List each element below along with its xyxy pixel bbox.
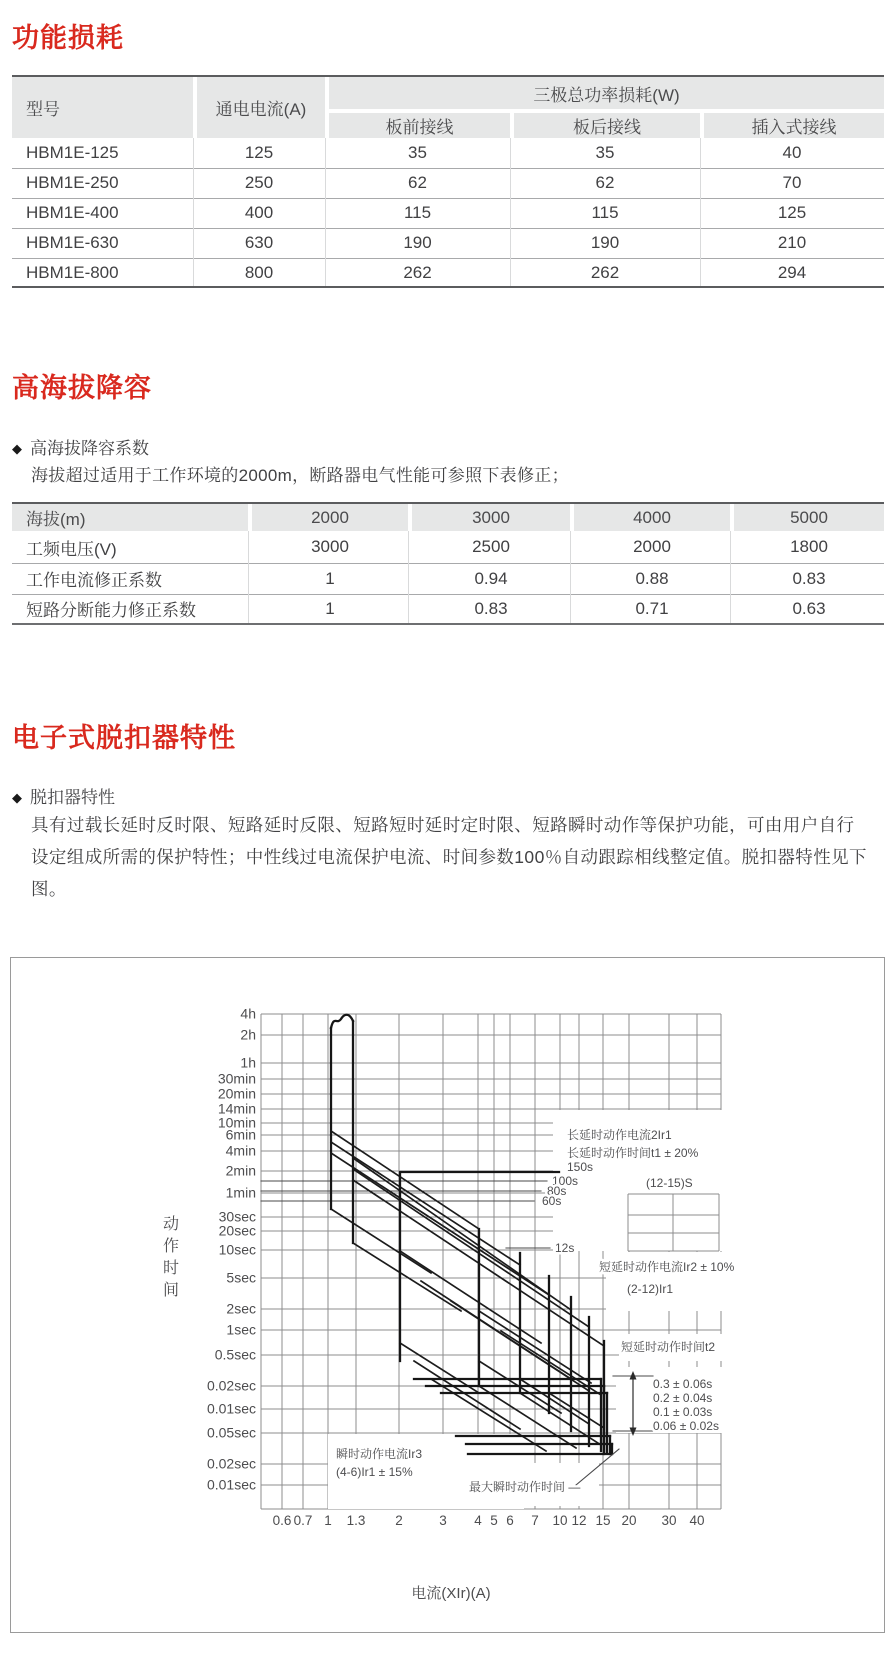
header-sub: 板前接线 bbox=[329, 113, 510, 138]
trip-unit-bullet-label: 脱扣器特性 bbox=[30, 788, 115, 807]
x-tick-label: 12 bbox=[571, 1513, 587, 1528]
table-row-cell: 0.63 bbox=[792, 598, 826, 618]
chart-annotation: (2-12)Ir1 bbox=[627, 1282, 674, 1296]
table-row-cell: 35 bbox=[408, 143, 427, 162]
chart-annotation: 长延时动作时间t1 ± 20% bbox=[567, 1146, 699, 1160]
header-power-loss-group: 三极总功率损耗(W) bbox=[329, 77, 884, 109]
x-axis-title: 电流(XIr)(A) bbox=[411, 1585, 491, 1602]
table-row-cell: 0.88 bbox=[635, 568, 669, 588]
table-row-cell: HBM1E-250 bbox=[26, 173, 119, 192]
y-tick-label: 0.01sec bbox=[206, 1400, 256, 1417]
table-row-cell: 2500 bbox=[472, 537, 510, 556]
table-row-cell: 190 bbox=[590, 233, 620, 252]
table-row-cell: 62 bbox=[408, 173, 427, 192]
column-divider bbox=[408, 531, 409, 625]
header-sub: 板后接线 bbox=[514, 113, 700, 138]
altitude-derating-table bbox=[12, 502, 884, 625]
y-tick-label: 0.01sec bbox=[206, 1476, 256, 1493]
table-row-cell: HBM1E-630 bbox=[26, 233, 119, 252]
y-tick-label: 1min bbox=[225, 1184, 256, 1201]
x-tick-label: 15 bbox=[595, 1513, 611, 1528]
table-row-cell: 0.94 bbox=[474, 568, 508, 588]
y-tick-label: 1sec bbox=[226, 1321, 256, 1338]
table-row-cell: 短路分断能力修正系数 bbox=[26, 601, 196, 620]
x-tick-label: 40 bbox=[689, 1513, 705, 1528]
y-tick-label: 0.02sec bbox=[206, 1455, 256, 1472]
y-tick-label: 30sec bbox=[218, 1208, 256, 1225]
chart-annotation: 100s bbox=[552, 1174, 579, 1188]
column-divider bbox=[248, 531, 249, 625]
x-tick-label: 10 bbox=[552, 1513, 568, 1528]
y-tick-label: 20sec bbox=[218, 1222, 256, 1239]
x-tick-label: 1.3 bbox=[346, 1513, 366, 1528]
table-row-cell: 0.83 bbox=[792, 568, 826, 588]
header-current: 通电电流(A) bbox=[197, 77, 325, 138]
header-cell: 3000 bbox=[412, 504, 570, 531]
table-row-cell: 262 bbox=[590, 263, 620, 282]
chart-annotation: (12-15)S bbox=[646, 1176, 693, 1190]
table-row-cell: 800 bbox=[244, 263, 274, 282]
x-tick-label: 3 bbox=[439, 1513, 447, 1528]
column-divider bbox=[700, 138, 701, 288]
chart-annotation: 80s bbox=[547, 1184, 567, 1198]
table-row-cell: 3000 bbox=[311, 537, 349, 556]
trip-curve bbox=[331, 1015, 353, 1028]
table-row-cell: 294 bbox=[777, 263, 807, 282]
y-tick-label: 5sec bbox=[226, 1269, 256, 1286]
y-tick-label: 30min bbox=[217, 1070, 256, 1087]
header-cell: 海拔(m) bbox=[12, 504, 248, 531]
column-divider bbox=[510, 138, 511, 288]
x-tick-label: 20 bbox=[621, 1513, 637, 1528]
table-row-cell: 0.83 bbox=[474, 598, 508, 618]
table-bottom-border bbox=[12, 623, 884, 625]
x-tick-label: 0.7 bbox=[293, 1513, 313, 1528]
chart-annotation: 0.2 ± 0.04s bbox=[653, 1391, 713, 1405]
y-tick-label: 6min bbox=[225, 1126, 256, 1143]
section-title-power-loss: 功能损耗 bbox=[12, 23, 124, 53]
chart-annotation: 0.1 ± 0.03s bbox=[653, 1405, 713, 1419]
chart-annotation: 0.06 ± 0.02s bbox=[653, 1419, 719, 1433]
table-row-cell: 35 bbox=[595, 143, 615, 162]
table-row-cell: 1 bbox=[325, 598, 335, 618]
chart-annotation: 短延时动作时间t2 bbox=[621, 1340, 716, 1354]
trip-curve-chart bbox=[11, 958, 884, 1632]
x-tick-label: 30 bbox=[661, 1513, 677, 1528]
table-row-cell: 40 bbox=[782, 143, 802, 162]
table-row-cell: 1800 bbox=[790, 537, 828, 556]
table-row-cell: 630 bbox=[244, 233, 274, 252]
y-tick-label: 1h bbox=[240, 1054, 256, 1071]
table-row-cell: 125 bbox=[777, 203, 807, 222]
column-divider bbox=[193, 138, 194, 288]
y-tick-label: 4h bbox=[240, 1005, 256, 1022]
table-row-cell: 190 bbox=[403, 233, 432, 252]
x-tick-label: 1 bbox=[324, 1513, 332, 1528]
table-row-cell: 工频电压(V) bbox=[26, 539, 117, 559]
trip-unit-paragraph: 具有过载长延时反时限、短路延时反限、短路短时延时定时限、短路瞬时动作等保护功能，可由用户自行设定组成所需的保护特性；中性线过电流保护电流、时间参数100％自动跟踪相线整定值。脱扣器特性见下图。 bbox=[31, 815, 867, 899]
x-tick-label: 5 bbox=[490, 1513, 498, 1528]
table-row-cell: 262 bbox=[403, 263, 432, 282]
y-tick-label: 14min bbox=[217, 1100, 256, 1117]
chart-annotation: 60s bbox=[542, 1194, 562, 1208]
header-cell: 5000 bbox=[734, 504, 884, 531]
diamond-bullet-icon: ◆ bbox=[12, 790, 22, 805]
y-tick-label: 2h bbox=[240, 1026, 256, 1043]
trip-curve-chart-frame bbox=[10, 957, 885, 1633]
chart-annotation: (4-6)Ir1 ± 15% bbox=[336, 1465, 413, 1479]
column-divider bbox=[570, 531, 571, 625]
x-tick-label: 7 bbox=[531, 1513, 539, 1528]
table-row-cell: 125 bbox=[244, 143, 274, 162]
y-tick-label: 2min bbox=[225, 1162, 256, 1179]
table-row-cell: HBM1E-400 bbox=[26, 203, 119, 222]
table-row-cell: 115 bbox=[591, 203, 619, 222]
trip-curve-diagonal bbox=[331, 1209, 431, 1273]
x-tick-label: 6 bbox=[506, 1513, 514, 1528]
chart-annotation: 150s bbox=[567, 1160, 594, 1174]
y-tick-label: 10sec bbox=[218, 1241, 256, 1258]
table-row-cell: 115 bbox=[403, 203, 432, 222]
chart-annotation: 0.3 ± 0.06s bbox=[653, 1377, 713, 1391]
chart-annotation: 12s bbox=[555, 1241, 575, 1255]
y-tick-label: 20min bbox=[217, 1085, 256, 1102]
header-cell: 2000 bbox=[252, 504, 408, 531]
table-row-cell: HBM1E-125 bbox=[26, 143, 119, 162]
diamond-bullet-icon: ◆ bbox=[12, 441, 22, 456]
chart-annotation: 长延时动作电流2Ir1 bbox=[567, 1128, 672, 1142]
table-row-cell: 210 bbox=[777, 233, 807, 252]
header-model: 型号 bbox=[12, 77, 193, 138]
table-row-cell: 工作电流修正系数 bbox=[26, 571, 162, 590]
table-row-cell: 250 bbox=[244, 173, 274, 192]
table-row-cell: 1 bbox=[325, 568, 335, 588]
header-cell: 4000 bbox=[574, 504, 730, 531]
table-row-cell: 62 bbox=[595, 173, 615, 192]
trip-curve-diagonal bbox=[331, 1153, 549, 1295]
chart-annotation: 最大瞬时动作时间 — bbox=[469, 1480, 581, 1494]
x-tick-label: 4 bbox=[474, 1513, 482, 1528]
section-title-altitude-derating: 高海拔降容 bbox=[12, 373, 152, 403]
x-tick-label: 2 bbox=[395, 1513, 403, 1528]
y-tick-label: 0.05sec bbox=[206, 1424, 256, 1441]
table-row-cell: 400 bbox=[244, 203, 274, 222]
y-tick-label: 4min bbox=[225, 1142, 256, 1159]
altitude-bullet-label: 高海拔降容系数 bbox=[30, 439, 149, 458]
y-axis-title: 动作时间 bbox=[162, 1216, 180, 1299]
altitude-bullet-line bbox=[12, 434, 149, 459]
table-row-cell: 2000 bbox=[633, 537, 671, 556]
y-tick-label: 10min bbox=[217, 1114, 256, 1131]
column-divider bbox=[730, 531, 731, 625]
x-tick-label: 0.6 bbox=[272, 1513, 292, 1528]
y-tick-label: 2sec bbox=[226, 1300, 256, 1317]
section-title-trip-unit: 电子式脱扣器特性 bbox=[12, 723, 236, 753]
chart-annotation: 瞬时动作电流Ir3 bbox=[336, 1447, 423, 1461]
trip-unit-bullet-line bbox=[12, 783, 115, 808]
column-divider bbox=[325, 138, 326, 288]
y-tick-label: 0.5sec bbox=[214, 1346, 256, 1363]
table-bottom-border bbox=[12, 286, 884, 288]
altitude-note: 海拔超过适用于工作环境的2000m，断路器电气性能可参照下表修正； bbox=[31, 466, 569, 485]
power-loss-table bbox=[12, 75, 884, 288]
chart-annotation: 短延时动作电流Ir2 ± 10% bbox=[599, 1260, 735, 1274]
table-row-cell: HBM1E-800 bbox=[26, 263, 119, 282]
y-tick-label: 0.02sec bbox=[206, 1377, 256, 1394]
trip-curve-diagonal bbox=[353, 1243, 461, 1311]
table-row-cell: 0.71 bbox=[635, 598, 669, 618]
header-sub: 插入式接线 bbox=[704, 113, 884, 138]
trip-curve-diagonal bbox=[414, 1361, 520, 1429]
table-row-cell: 70 bbox=[782, 173, 802, 192]
